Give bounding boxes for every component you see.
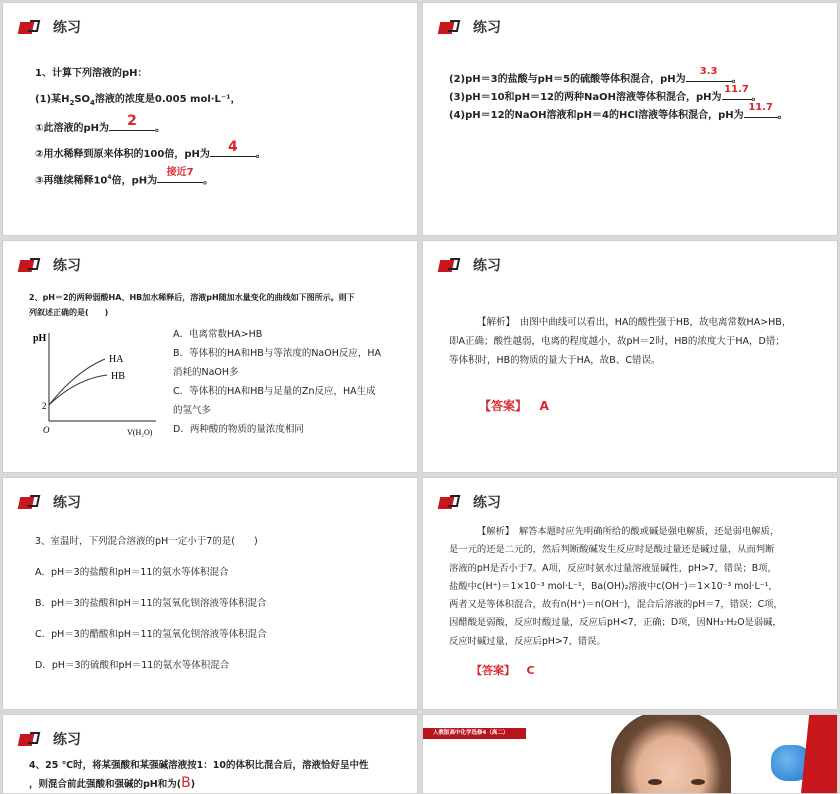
slide-thumbnail-7[interactable]	[2, 714, 418, 794]
answer-text: 接近7	[166, 167, 194, 179]
series-label-hb: HB	[111, 371, 125, 382]
answer-line: 【答案】 C	[471, 664, 535, 677]
origin-label: O	[43, 425, 50, 435]
answer-line: 【答案】 A	[479, 399, 549, 413]
slide-title: 练习	[473, 495, 501, 511]
question-text: 列叙述正确的是( )	[29, 308, 109, 317]
curve-hb	[49, 375, 107, 405]
slide-thumbnail-1[interactable]	[2, 2, 418, 236]
option-c: C．pH＝3的醋酸和pH＝11的氢氧化钡溶液等体积混合	[35, 629, 267, 640]
section-logo-icon	[439, 258, 461, 273]
accent-band	[801, 715, 838, 794]
slide-header	[439, 492, 501, 512]
slide-title: 练习	[53, 258, 81, 274]
series-label-ha: HA	[109, 354, 124, 365]
answer-text: 2	[127, 113, 137, 129]
analysis-line: 反应时碱过量，反应后pH>7，错误。	[449, 635, 606, 647]
option-b-cont: 消耗的NaOH多	[173, 367, 239, 378]
section-logo-icon	[439, 495, 461, 510]
portrait-photo	[611, 714, 731, 794]
question-text: 3、室温时，下列混合溶液的pH一定小于7的是( )	[35, 536, 258, 547]
question-text: 2、pH＝2的两种弱酸HA、HB加水稀释后，溶液pH随加水量变化的曲线如下图所示。则下	[29, 293, 355, 302]
course-tag: 人教版高中化学选修4（高二）	[423, 728, 526, 739]
question-line: ②用水稀释到原来体积的100倍，pH为 4 。	[35, 139, 266, 160]
option-b: B．pH＝3的盐酸和pH＝11的氢氧化钡溶液等体积混合	[35, 598, 267, 609]
section-logo-icon	[19, 258, 41, 273]
eye-icon	[648, 779, 662, 785]
section-logo-icon	[19, 732, 41, 747]
question-line: ③再继续稀释$10^4$倍，pH为 接近7 。	[35, 167, 214, 187]
question-line: ①此溶液的pH为 2 。	[35, 113, 165, 134]
y-tick-label: 2	[42, 401, 47, 411]
option-c: C．等体积的HA和HB与足量的Zn反应，HA生成	[173, 386, 376, 397]
slide-header	[439, 17, 501, 37]
y-axis-label: pH	[33, 333, 47, 344]
slide-header	[19, 17, 81, 37]
question-line: (4)pH＝12的NaOH溶液和pH＝4的HCl溶液等体积混合，pH为 11.7 。	[449, 102, 788, 121]
ph-dilution-graph	[31, 329, 161, 439]
question-line: (3)pH＝10和pH＝12的两种NaOH溶液等体积混合，pH为 11.7 。	[449, 84, 762, 103]
slide-thumbnail-8[interactable]	[422, 714, 838, 794]
analysis-line: 即A正确；酸性越弱，电离的程度越小，故pH＝2时，HB的浓度大于HA，D错；	[449, 336, 785, 347]
slide-title: 练习	[53, 495, 81, 511]
answer-text: 4	[228, 139, 238, 155]
slide-title: 练习	[473, 258, 501, 274]
section-logo-icon	[19, 20, 41, 35]
section-logo-icon	[439, 20, 461, 35]
slide-title: 练习	[473, 20, 501, 36]
option-d: D．两种酸的物质的量浓度相同	[173, 424, 304, 435]
section-logo-icon	[19, 495, 41, 510]
analysis-line: 两者又是等体积混合，故有n(H⁺)＝n(OH⁻)，混合后溶液的pH＝7，错误；C项，	[449, 599, 783, 611]
slide-thumbnail-4[interactable]	[422, 240, 838, 473]
slide-thumbnail-6[interactable]	[422, 477, 838, 710]
analysis-line: 【解析】 解答本题时应先明确所给的酸或碱是强电解质，还是弱电解质，	[477, 526, 780, 537]
answer-text: 11.7	[724, 84, 749, 95]
option-a: A．电离常数HA>HB	[173, 329, 263, 340]
slide-title: 练习	[53, 20, 81, 36]
slide-header	[19, 255, 81, 275]
analysis-line: 等体积时，HB的物质的量大于HA，故B、C错误。	[449, 355, 661, 366]
question-line: (1)某$H_2SO_4$溶液的浓度是0.005 mol·L⁻¹，	[35, 94, 241, 107]
analysis-line: 是一元的还是二元的，然后判断酸碱发生反应时是酸过量还是碱过量，从而判断	[449, 544, 775, 556]
question-text: 4、25 ℃时，将某强酸和某强碱溶液按1：10的体积比混合后，溶液恰好呈中性	[29, 760, 369, 771]
slide-thumbnail-3[interactable]	[2, 240, 418, 473]
option-a: A．pH＝3的盐酸和pH＝11的氨水等体积混合	[35, 567, 229, 578]
analysis-line: 溶液的pH是否小于7。A项，反应时氨水过量溶液显碱性，pH>7，错误；B项，	[449, 562, 777, 574]
analysis-text	[449, 523, 783, 651]
slide-thumbnail-2[interactable]	[422, 2, 838, 236]
analysis-line: 【解析】 由图中曲线可以看出，HA的酸性强于HB，故电离常数HA>HB，	[477, 317, 792, 328]
slide-header	[19, 729, 81, 749]
slide-title: 练习	[53, 732, 81, 748]
option-d: D．pH＝3的硫酸和pH＝11的氨水等体积混合	[35, 660, 230, 671]
question-text: 1、计算下列溶液的pH：	[35, 68, 148, 79]
question-text: ，则混合前此强酸和强碱的pH和为(B)	[29, 775, 196, 791]
slide-header	[19, 492, 81, 512]
answer-text: 11.7	[748, 102, 774, 113]
answer-text: 3.3	[699, 66, 718, 77]
analysis-line: 盐酸中c(H⁺)＝1×10⁻³ mol·L⁻¹，Ba(OH)₂溶液中c(OH⁻)＝1×10⁻³ mol·L⁻¹，	[449, 580, 778, 592]
slide-thumbnail-5[interactable]	[2, 477, 418, 710]
eye-icon	[691, 779, 705, 785]
question-line: (2)pH＝3的盐酸与pH＝5的硫酸等体积混合，pH为 3.3 。	[449, 66, 742, 85]
x-axis-label: V(H₂O)	[127, 428, 153, 437]
option-c-cont: 的氢气多	[173, 405, 212, 416]
analysis-line: 因醋酸是弱酸，反应时酸过量，反应后pH<7，正确；D项，因NH₃·H₂O是弱碱，	[449, 617, 782, 629]
answer-text: B	[181, 775, 191, 791]
answer-options	[173, 325, 381, 439]
analysis-text	[449, 313, 791, 370]
slide-header	[439, 255, 501, 275]
option-b: B．等体积的HA和HB与等浓度的NaOH反应，HA	[173, 348, 382, 359]
